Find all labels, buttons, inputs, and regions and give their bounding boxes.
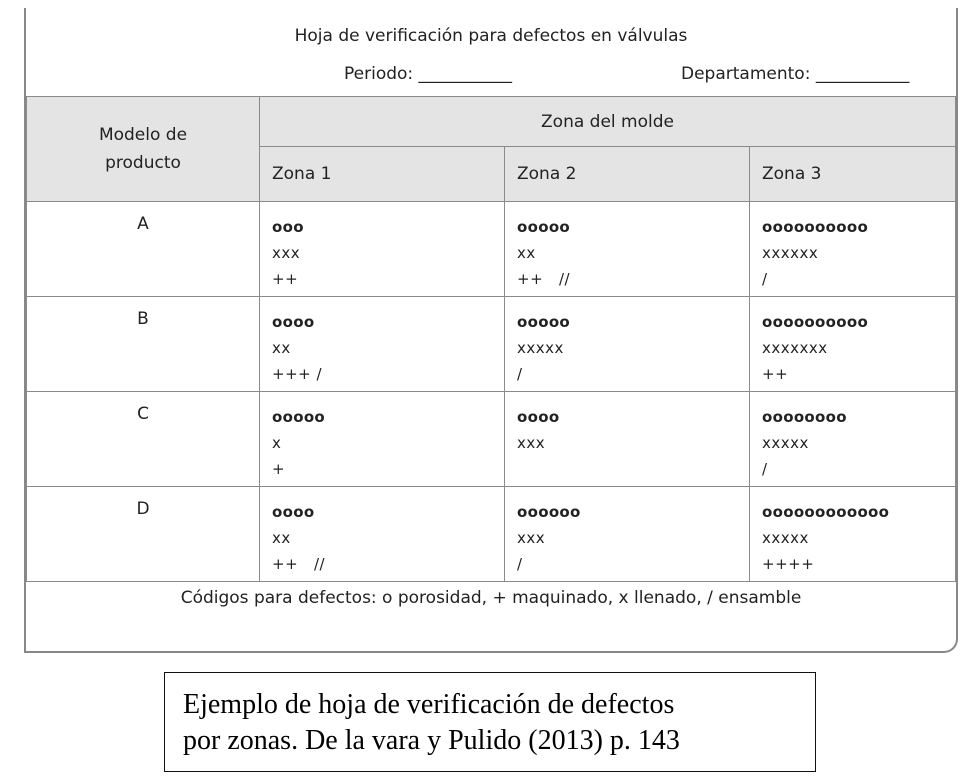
tally-cell xyxy=(750,297,956,392)
defect-codes-legend: Códigos para defectos: o porosidad, + maquinado, x llenado, / ensamble xyxy=(180,588,802,608)
porosity-tally: ooo xyxy=(272,218,304,236)
table-row xyxy=(27,487,956,582)
porosity-tally: oooooooooo xyxy=(762,218,869,236)
tally-cell xyxy=(260,202,505,297)
table-row xyxy=(27,392,956,487)
tally-cell xyxy=(505,392,750,487)
machining-assembly-tally: / xyxy=(517,365,523,383)
table-row xyxy=(27,202,956,297)
porosity-tally: ooooo xyxy=(272,408,326,426)
tally-cell xyxy=(260,487,505,582)
tally-cell xyxy=(750,487,956,582)
machining-assembly-tally: ++ xyxy=(762,365,789,383)
filling-tally: xxxxxx xyxy=(762,244,819,262)
model-label: C xyxy=(27,392,260,487)
porosity-tally: ooooo xyxy=(517,218,571,236)
model-label: A xyxy=(27,202,260,297)
porosity-tally: oooooooooooo xyxy=(762,503,890,521)
tally-cell xyxy=(750,202,956,297)
zone-header-1: Zona 1 xyxy=(260,147,505,202)
table-row xyxy=(27,297,956,392)
machining-assembly-tally: / xyxy=(517,555,523,573)
porosity-tally: ooooo xyxy=(517,313,571,331)
machining-assembly-tally: +++ / xyxy=(272,365,323,383)
porosity-tally: oooooo xyxy=(517,503,581,521)
tally-cell xyxy=(260,297,505,392)
zone-header-3: Zona 3 xyxy=(750,147,956,202)
model-header-label: Modelo de producto xyxy=(98,125,188,173)
figure-caption xyxy=(164,672,816,772)
machining-assembly-tally: ++ // xyxy=(272,555,326,573)
tally-cell xyxy=(750,392,956,487)
model-label: B xyxy=(27,297,260,392)
machining-assembly-tally xyxy=(517,458,749,484)
model-label: D xyxy=(27,487,260,582)
caption-line-1: Ejemplo de hoja de verificación de defectos xyxy=(183,689,675,720)
machining-assembly-tally: ++ // xyxy=(517,270,571,288)
porosity-tally: oooo xyxy=(517,408,560,426)
departamento-field: Departamento: ___________ xyxy=(681,64,910,84)
tally-cell xyxy=(505,297,750,392)
machining-assembly-tally: ++++ xyxy=(762,555,815,573)
filling-tally: xx xyxy=(272,339,291,357)
filling-tally: xx xyxy=(517,244,536,262)
filling-tally: xxxxxxx xyxy=(762,339,828,357)
filling-tally: xxxxx xyxy=(762,529,809,547)
filling-tally: xxxxx xyxy=(762,434,809,452)
model-header xyxy=(27,97,260,202)
porosity-tally: oooooooooo xyxy=(762,313,869,331)
machining-assembly-tally: / xyxy=(762,270,768,288)
machining-assembly-tally: ++ xyxy=(272,270,299,288)
machining-assembly-tally: + xyxy=(272,460,286,478)
zone-header-2: Zona 2 xyxy=(505,147,750,202)
check-sheet xyxy=(24,8,958,653)
filling-tally: x xyxy=(272,434,282,452)
machining-assembly-tally: / xyxy=(762,460,768,478)
filling-tally: xxxxx xyxy=(517,339,564,357)
tally-cell xyxy=(505,202,750,297)
tally-cell xyxy=(260,392,505,487)
filling-tally: xxx xyxy=(272,244,301,262)
filling-tally: xx xyxy=(272,529,291,547)
sheet-header xyxy=(26,8,956,96)
tally-cell xyxy=(505,487,750,582)
zone-group-header: Zona del molde xyxy=(260,97,956,147)
caption-line-2: por zonas. De la vara y Pulido (2013) p. 143 xyxy=(183,725,680,756)
porosity-tally: oooooooo xyxy=(762,408,847,426)
porosity-tally: oooo xyxy=(272,313,315,331)
filling-tally: xxx xyxy=(517,529,546,547)
filling-tally: xxx xyxy=(517,434,546,452)
sheet-title: Hoja de verificación para defectos en válvulas xyxy=(294,26,688,46)
defects-table xyxy=(26,96,956,582)
periodo-field: Periodo: ___________ xyxy=(344,64,513,84)
porosity-tally: oooo xyxy=(272,503,315,521)
